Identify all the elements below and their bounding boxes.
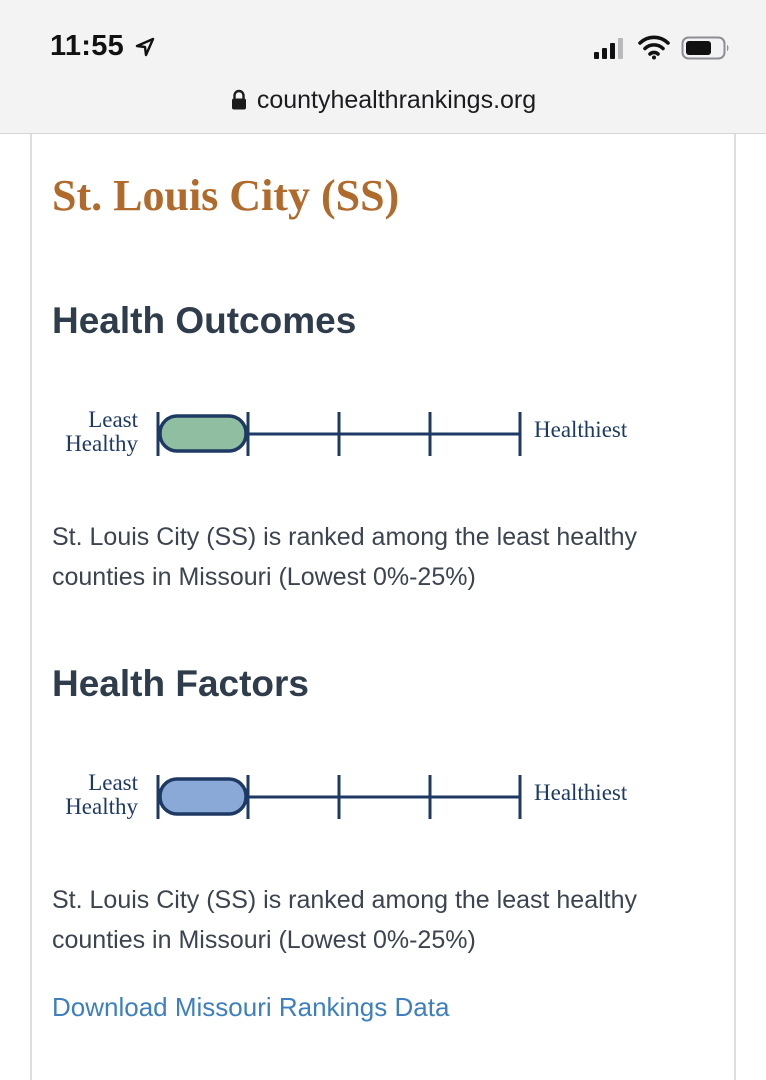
scale-right-label: Healthiest (534, 417, 628, 442)
battery-icon (681, 36, 731, 60)
county-card (30, 134, 736, 1080)
status-time: 11:55 (50, 30, 125, 62)
address-bar[interactable] (0, 80, 766, 120)
highlighted-quartile (160, 779, 246, 814)
health-factors-rank-scale (50, 767, 650, 827)
health-factors-description: St. Louis City (SS) is ranked among the least healthy counties in Missouri (Lowest 0%-25%) (52, 886, 638, 954)
health-outcomes-description: St. Louis City (SS) is ranked among the least healthy counties in Missouri (Lowest 0%-25%) (52, 523, 638, 591)
scale-left-label: Least Healthy (65, 407, 138, 456)
health-outcomes-heading: Health Outcomes (52, 300, 357, 341)
scale-right-label: Healthiest (534, 780, 628, 805)
browser-chrome (0, 0, 766, 134)
download-rankings-link[interactable]: Download Missouri Rankings Data (52, 992, 450, 1022)
health-factors-heading: Health Factors (52, 663, 310, 704)
rank-scale-graphic (154, 767, 524, 827)
county-title: St. Louis City (SS) (52, 171, 400, 220)
scale-left-label: Least Healthy (65, 770, 138, 819)
location-arrow-icon (134, 36, 156, 58)
wifi-icon (638, 34, 670, 60)
health-outcomes-rank-scale (50, 404, 650, 464)
rank-scale-graphic (154, 404, 524, 464)
lock-icon (230, 89, 248, 111)
cellular-signal-icon (593, 37, 627, 59)
highlighted-quartile (160, 416, 246, 451)
url-text: countyhealthrankings.org (256, 85, 537, 114)
